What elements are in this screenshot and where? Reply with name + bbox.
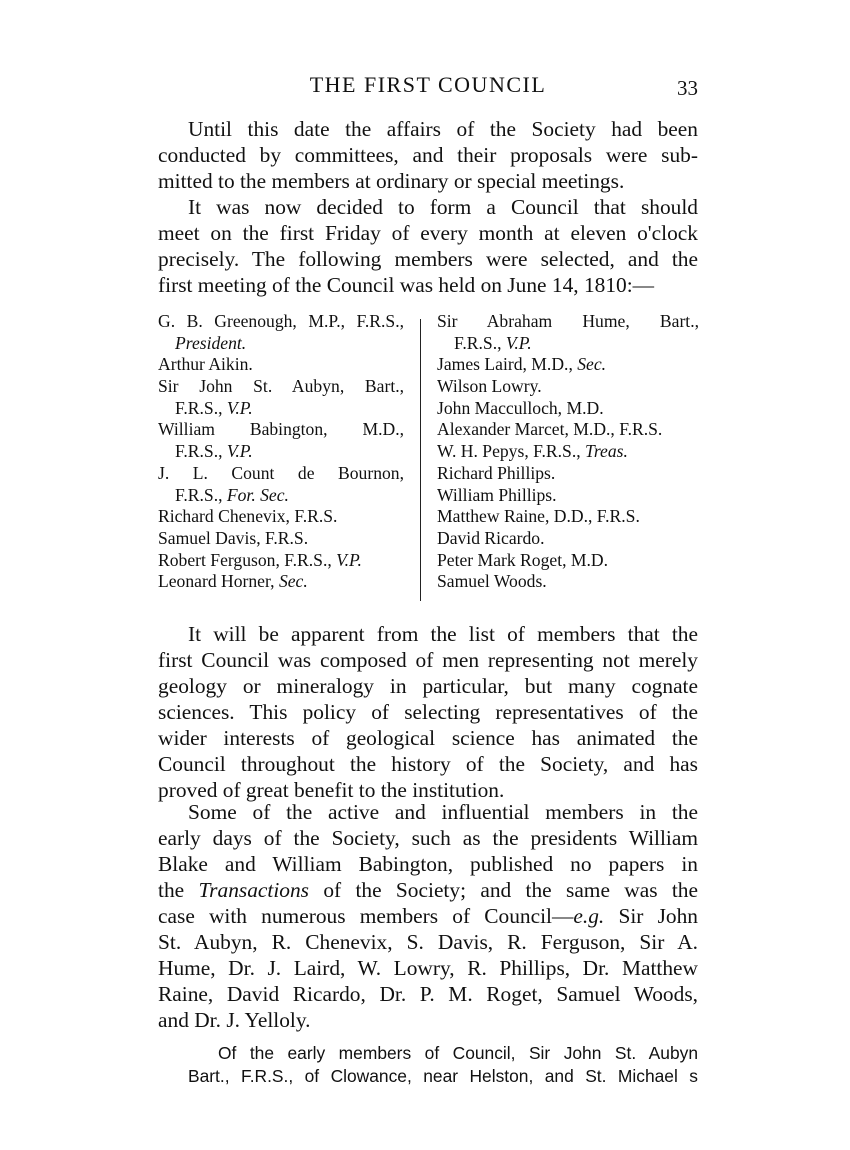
council-member-name: Samuel Davis, F.R.S. bbox=[158, 527, 309, 548]
council-member-name: Sir John St. Aubyn, Bart., bbox=[158, 376, 404, 397]
paragraph-5 bbox=[158, 1042, 698, 1087]
text-line: Until this date the affairs of the Society had been bbox=[188, 117, 698, 141]
council-member-name: Samuel Woods. bbox=[437, 571, 547, 592]
council-member-name: Wilson Lowry. bbox=[437, 376, 542, 397]
text-line: first Council was composed of men representing not merely bbox=[158, 648, 698, 672]
council-member-name: Arthur Aikin. bbox=[158, 354, 253, 375]
council-member-entry bbox=[437, 441, 699, 463]
council-member-entry bbox=[437, 463, 699, 485]
text-line: Bart., F.R.S., of Clowance, near Helston, and St. Michael s bbox=[188, 1065, 698, 1086]
column-divider bbox=[420, 319, 421, 601]
council-member-entry bbox=[158, 463, 404, 506]
council-member-entry bbox=[158, 506, 404, 528]
council-member-name: Alexander Marcet, M.D., F.R.S. bbox=[437, 419, 663, 440]
council-member-entry bbox=[437, 506, 699, 528]
page-header bbox=[158, 70, 698, 100]
text-line: meet on the first Friday of every month at eleven o'clock bbox=[158, 221, 698, 245]
council-member-entry bbox=[158, 311, 404, 354]
paragraph-3 bbox=[158, 621, 698, 803]
text-line: Of the early members of Council, Sir John St. Aubyn bbox=[218, 1043, 698, 1063]
council-member-entry bbox=[158, 528, 404, 550]
text-line: It will be apparent from the list of members that the bbox=[188, 622, 698, 646]
text-line: Some of the active and influential members in the bbox=[188, 800, 698, 824]
council-member-entry bbox=[158, 550, 404, 572]
council-member-name: John Macculloch, M.D. bbox=[437, 397, 604, 418]
council-member-entry bbox=[158, 376, 404, 419]
text-line: and Dr. J. Yelloly. bbox=[158, 1008, 311, 1032]
text-line: wider interests of geological science has animated the bbox=[158, 726, 698, 750]
text-line: Blake and William Babington, published no papers in bbox=[158, 852, 698, 876]
text-line: conducted by committees, and their proposals were sub- bbox=[158, 143, 698, 167]
text-line-transactions: the Transactions of the Society; and the same was the bbox=[158, 878, 698, 902]
council-member-role: F.R.S., V.P. bbox=[454, 332, 532, 353]
council-member-name: Leonard Horner, Sec. bbox=[158, 571, 308, 592]
council-member-name: Peter Mark Roget, M.D. bbox=[437, 549, 609, 570]
council-member-entry bbox=[437, 528, 699, 550]
council-member-name: James Laird, M.D., Sec. bbox=[437, 354, 607, 375]
council-member-name: Richard Chenevix, F.R.S. bbox=[158, 506, 338, 527]
text-line: mitted to the members at ordinary or special meetings. bbox=[158, 169, 625, 193]
council-member-entry bbox=[158, 354, 404, 376]
text-line: first meeting of the Council was held on June 14, 1810:— bbox=[158, 273, 655, 297]
council-member-entry bbox=[437, 550, 699, 572]
council-member-name: David Ricardo. bbox=[437, 527, 545, 548]
council-member-name: W. H. Pepys, F.R.S., Treas. bbox=[437, 441, 628, 462]
text-line: early days of the Society, such as the presidents William bbox=[158, 826, 698, 850]
council-member-name: J. L. Count de Bournon, bbox=[158, 462, 404, 483]
council-member-role: F.R.S., V.P. bbox=[175, 397, 253, 418]
council-member-entry bbox=[437, 419, 699, 441]
council-member-name: Robert Ferguson, F.R.S., V.P. bbox=[158, 549, 362, 570]
running-head: THE FIRST COUNCIL bbox=[309, 72, 547, 97]
paragraph-4 bbox=[158, 799, 698, 1033]
council-member-entry bbox=[437, 571, 699, 593]
council-member-role: F.R.S., V.P. bbox=[175, 441, 253, 462]
council-member-name: William Phillips. bbox=[437, 484, 557, 505]
text-line: Raine, David Ricardo, Dr. P. M. Roget, Samuel Woods, bbox=[158, 982, 698, 1006]
text-line-eg: case with numerous members of Council—e.g. Sir John bbox=[158, 904, 698, 928]
council-member-entry bbox=[158, 571, 404, 593]
council-member-role: President. bbox=[175, 332, 247, 353]
text-line: Council throughout the history of the Society, and has bbox=[158, 752, 698, 776]
text-line: geology or mineralogy in particular, but many cognate bbox=[158, 674, 698, 698]
text-line: It was now decided to form a Council that should bbox=[188, 195, 698, 219]
council-member-entry bbox=[158, 419, 404, 462]
council-member-name: Matthew Raine, D.D., F.R.S. bbox=[437, 506, 640, 527]
council-member-entry bbox=[437, 485, 699, 507]
council-column-right bbox=[437, 311, 699, 593]
council-member-entry bbox=[437, 376, 699, 398]
council-members-list bbox=[158, 311, 698, 601]
text-line: precisely. The following members were selected, and the bbox=[158, 247, 698, 271]
council-member-name: G. B. Greenough, M.P., F.R.S., bbox=[158, 311, 404, 331]
text-line: St. Aubyn, R. Chenevix, S. Davis, R. Ferguson, Sir A. bbox=[158, 930, 698, 954]
council-column-left bbox=[158, 311, 404, 593]
council-member-name: Richard Phillips. bbox=[437, 462, 556, 483]
text-line: sciences. This policy of selecting representatives of the bbox=[158, 700, 698, 724]
council-member-entry bbox=[437, 354, 699, 376]
council-member-entry bbox=[437, 398, 699, 420]
council-member-name: William Babington, M.D., bbox=[158, 419, 404, 440]
council-member-role: F.R.S., For. Sec. bbox=[175, 484, 289, 505]
council-member-name: Sir Abraham Hume, Bart., bbox=[437, 311, 699, 331]
paragraph-1 bbox=[158, 116, 698, 194]
page-number: 33 bbox=[677, 76, 698, 100]
paragraph-2 bbox=[158, 194, 698, 298]
text-line: Hume, Dr. J. Laird, W. Lowry, R. Phillips, Dr. Matthew bbox=[158, 956, 698, 980]
council-member-entry bbox=[437, 311, 699, 354]
text-line: proved of great benefit to the institution. bbox=[158, 778, 505, 802]
